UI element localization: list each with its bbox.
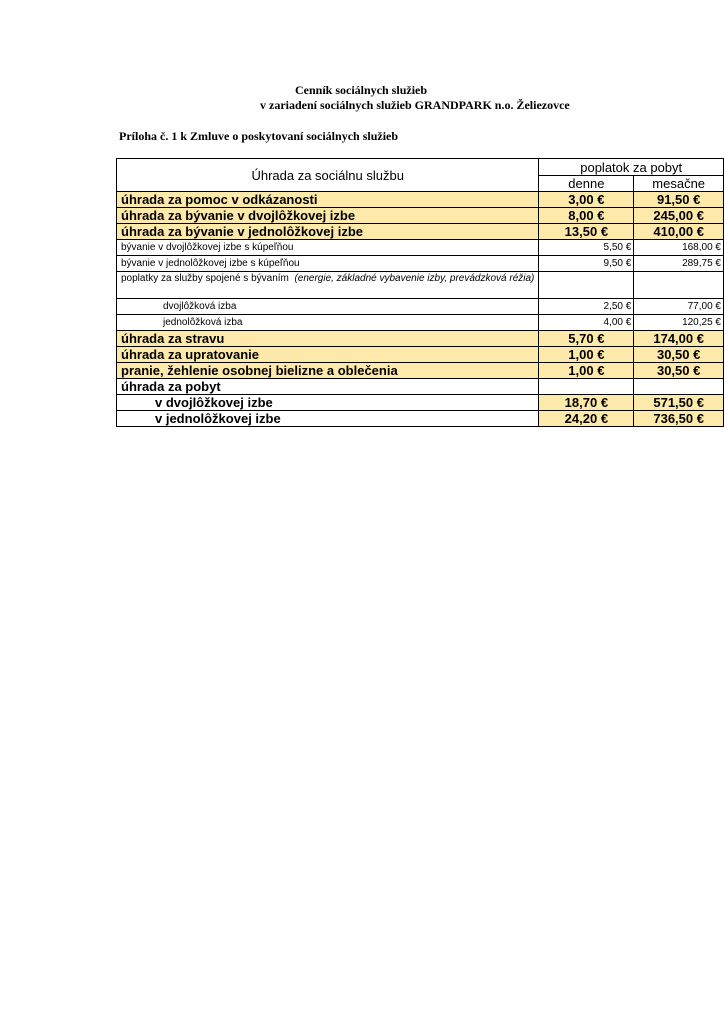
row-daily-empty [539,379,634,395]
header-fee-group: poplatok za pobyt [539,159,724,176]
header-monthly: mesačne [634,176,724,192]
row-daily: 9,50 € [539,256,634,272]
row-label: pranie, žehlenie osobnej bielizne a oblečenia [117,363,539,379]
row-monthly: 30,50 € [634,363,724,379]
row-label: v jednolôžkovej izbe [117,411,539,427]
row-daily: 1,00 € [539,363,634,379]
row-daily: 8,00 € [539,208,634,224]
row-monthly: 571,50 € [634,395,724,411]
table-row [117,363,724,379]
row-label: bývanie v dvojlôžkovej izbe s kúpeľňou [117,240,539,256]
table-row [117,411,724,427]
header-service: Úhrada za sociálnu službu [117,159,539,192]
row-monthly: 120,25 € [634,315,724,331]
row-monthly: 245,00 € [634,208,724,224]
row-monthly: 91,50 € [634,192,724,208]
table-row [117,347,724,363]
row-label: úhrada za pobyt [117,379,539,395]
row-daily: 5,70 € [539,331,634,347]
row-daily: 13,50 € [539,224,634,240]
row-monthly: 410,00 € [634,224,724,240]
table-row [117,224,724,240]
row-daily: 1,00 € [539,347,634,363]
row-monthly: 174,00 € [634,331,724,347]
row-daily: 4,00 € [539,315,634,331]
row-label: dvojlôžková izba [117,299,539,315]
row-daily: 24,20 € [539,411,634,427]
table-row [117,299,724,315]
table-row [117,208,724,224]
table-row [117,331,724,347]
price-table [116,158,724,427]
document-title: Cenník sociálnych služieb [295,83,428,97]
row-monthly: 77,00 € [634,299,724,315]
table-row [117,395,724,411]
row-monthly: 30,50 € [634,347,724,363]
document-title-line2: v zariadení sociálnych služieb GRANDPARK n.o. Želiezovce [260,98,570,112]
table-header-row [117,159,724,176]
row-label: úhrada za stravu [117,331,539,347]
table-row [117,192,724,208]
row-daily-empty [539,272,634,299]
row-monthly-empty [634,272,724,299]
row-label: úhrada za bývanie v jednolôžkovej izbe [117,224,539,240]
row-daily: 3,00 € [539,192,634,208]
row-daily: 18,70 € [539,395,634,411]
table-row [117,379,724,395]
row-monthly: 168,00 € [634,240,724,256]
table-row [117,315,724,331]
row-label: bývanie v jednolôžkovej izbe s kúpeľňou [117,256,539,272]
row-daily: 5,50 € [539,240,634,256]
table-row [117,272,724,299]
header-daily: denne [539,176,634,192]
row-label-text: poplatky za služby spojené s bývaním [121,273,289,284]
document-subtitle: Príloha č. 1 k Zmluve o poskytovaní sociálnych služieb [119,129,399,143]
row-label: úhrada za bývanie v dvojlôžkovej izbe [117,208,539,224]
row-label-note: (energie, základné vybavenie izby, prevádzková réžia) [294,273,535,284]
table-row [117,240,724,256]
row-label: jednolôžková izba [117,315,539,331]
row-monthly: 736,50 € [634,411,724,427]
table-row [117,256,724,272]
row-daily: 2,50 € [539,299,634,315]
row-monthly: 289,75 € [634,256,724,272]
row-label: úhrada za pomoc v odkázanosti [117,192,539,208]
row-label: v dvojlôžkovej izbe [117,395,539,411]
row-label [117,272,539,299]
row-monthly-empty [634,379,724,395]
row-label: úhrada za upratovanie [117,347,539,363]
